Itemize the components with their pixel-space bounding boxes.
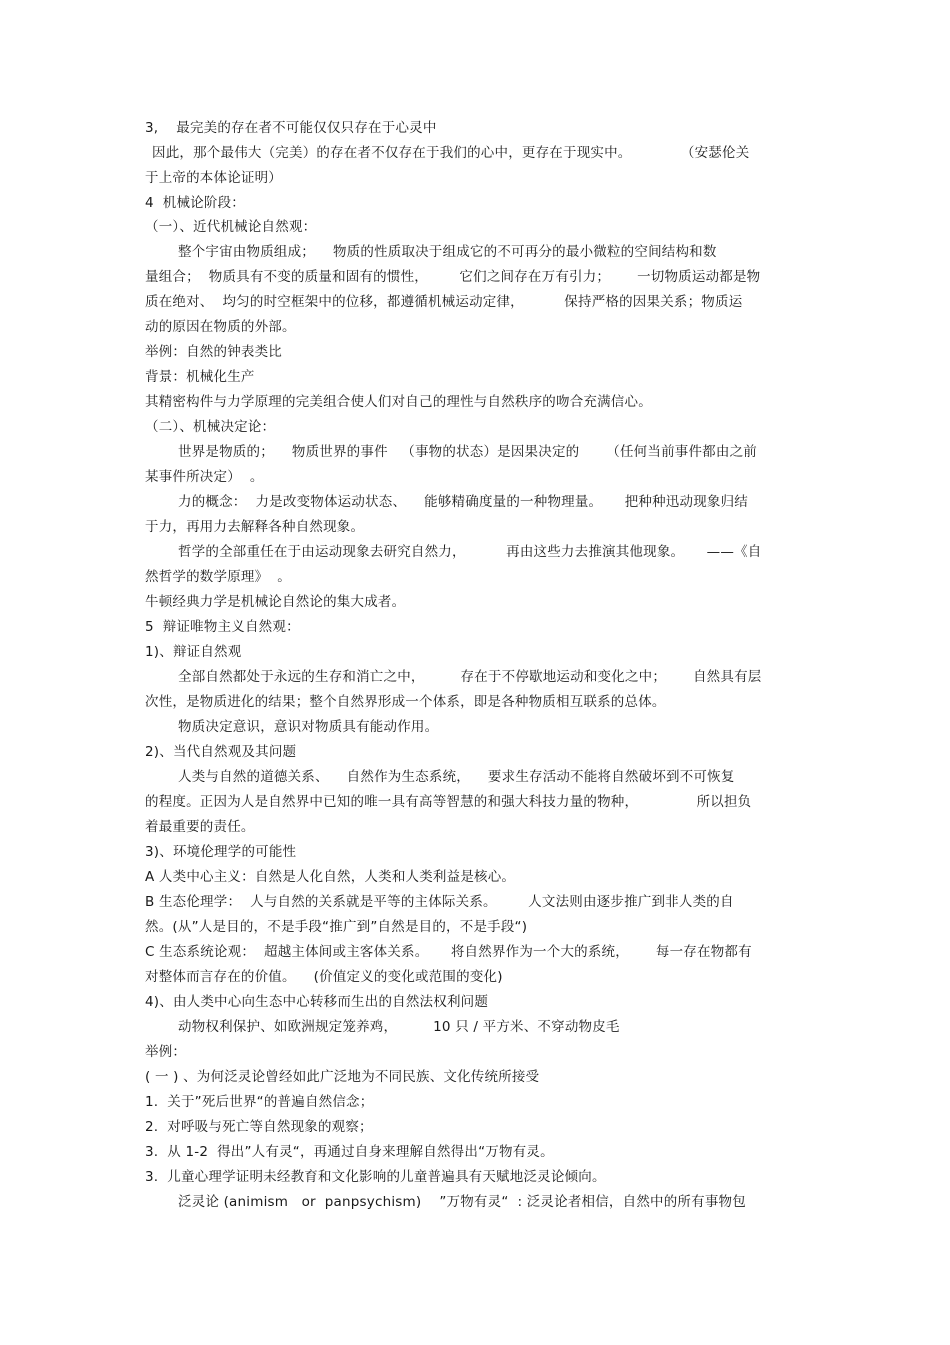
text-line: 牛顿经典力学是机械论自然论的集大成者。 bbox=[145, 594, 406, 610]
text-line: 动的原因在物质的外部。 bbox=[145, 319, 296, 335]
text-line: 其精密构件与力学原理的完美组合使人们对自己的理性与自然秩序的吻合充满信心。 bbox=[145, 394, 652, 410]
text-line: 次性，是物质进化的结果；整个自然界形成一个体系，即是各种物质相互联系的总体。 bbox=[145, 694, 666, 710]
subsection-heading: 2)、当代自然观及其问题 bbox=[145, 744, 297, 760]
text-line: 全部自然都处于永远的生存和消亡之中， 存在于不停歇地运动和变化之中； 自然具有层 bbox=[178, 669, 762, 685]
subsection-heading: 1)、辩证自然观 bbox=[145, 644, 242, 660]
text-line: 3, 最完美的存在者不可能仅仅只存在于心灵中 bbox=[145, 120, 437, 136]
text-line: 物质决定意识，意识对物质具有能动作用。 bbox=[178, 719, 439, 735]
subsection-heading: （一）、近代机械论自然观： bbox=[145, 219, 317, 235]
section-heading: 5 辩证唯物主义自然观： bbox=[145, 619, 300, 635]
text-line: 力的概念： 力是改变物体运动状态、 能够精确度量的一种物理量。 把种种迅动现象归结 bbox=[178, 494, 749, 510]
text-line: 背景：机械化生产 bbox=[145, 369, 255, 385]
section-heading: 4 机械论阶段： bbox=[145, 195, 245, 211]
text-line: 着最重要的责任。 bbox=[145, 819, 255, 835]
subsection-heading: 4)、由人类中心向生态中心转移而生出的自然法权利问题 bbox=[145, 994, 489, 1010]
text-line: 泛灵论 (animism or panpsychism) ”万物有灵“ : 泛灵论者相信，自然中的所有事物包 bbox=[178, 1194, 746, 1210]
text-line: 举例： bbox=[145, 1044, 187, 1060]
text-line: 人类与自然的道德关系、 自然作为生态系统， 要求生存活动不能将自然破坏到不可恢复 bbox=[178, 769, 735, 785]
subsection-heading: ( 一 ) 、为何泛灵论曾经如此广泛地为不同民族、文化传统所接受 bbox=[145, 1069, 540, 1085]
text-line: A 人类中心主义：自然是人化自然，人类和人类利益是核心。 bbox=[145, 869, 516, 885]
list-item: 3. 儿童心理学证明未经教育和文化影响的儿童普遍具有天赋地泛灵论倾向。 bbox=[145, 1169, 606, 1185]
text-line: 某事件所决定） 。 bbox=[145, 469, 264, 485]
text-line: 质在绝对、 均匀的时空框架中的位移，都遵循机械运动定律， 保持严格的因果关系；物质运 bbox=[145, 294, 743, 310]
text-line: 量组合； 物质具有不变的质量和固有的惯性， 它们之间存在万有引力； 一切物质运动都是物 bbox=[145, 269, 761, 285]
text-line: C 生态系统论观： 超越主体间或主客体关系。 将自然界作为一个大的系统， 每一存在物都有 bbox=[145, 944, 752, 960]
text-line: B 生态伦理学： 人与自然的关系就是平等的主体际关系。 人文法则由逐步推广到非人类的自 bbox=[145, 894, 734, 910]
list-item: 2. 对呼吸与死亡等自然现象的观察； bbox=[145, 1119, 373, 1135]
text-line: 因此，那个最伟大（完美）的存在者不仅存在于我们的心中，更存在于现实中。 （安瑟伦关 bbox=[152, 145, 750, 161]
subsection-heading: （二）、机械决定论： bbox=[145, 419, 276, 435]
text-line: 于上帝的本体论证明） bbox=[145, 170, 282, 186]
text-line: 动物权利保护、如欧洲规定笼养鸡， 10 只 / 平方米、不穿动物皮毛 bbox=[178, 1019, 620, 1035]
text-line: 的程度。正因为人是自然界中已知的唯一具有高等智慧的和强大科技力量的物种， 所以担负 bbox=[145, 794, 752, 810]
text-line: 举例：自然的钟表类比 bbox=[145, 344, 282, 360]
text-line: 整个宇宙由物质组成； 物质的性质取决于组成它的不可再分的最小微粒的空间结构和数 bbox=[178, 244, 717, 260]
list-item: 1. 关于”死后世界“的普遍自然信念； bbox=[145, 1094, 374, 1110]
text-line: 然。(从”人是目的，不是手段“推广到”自然是目的，不是手段“) bbox=[145, 919, 528, 935]
text-line: 世界是物质的； 物质世界的事件 （事物的状态）是因果决定的 （任何当前事件都由之前 bbox=[178, 444, 757, 460]
text-line: 于力，再用力去解释各种自然现象。 bbox=[145, 519, 365, 535]
text-line: 对整体而言存在的价值。 (价值定义的变化或范围的变化) bbox=[145, 969, 503, 985]
list-item: 3. 从 1-2 得出”人有灵“，再通过自身来理解自然得出“万物有灵。 bbox=[145, 1144, 554, 1160]
subsection-heading: 3)、环境伦理学的可能性 bbox=[145, 844, 297, 860]
text-line: 然哲学的数学原理》 。 bbox=[145, 569, 291, 585]
text-line: 哲学的全部重任在于由运动现象去研究自然力， 再由这些力去推演其他现象。 ——《自 bbox=[178, 544, 762, 560]
